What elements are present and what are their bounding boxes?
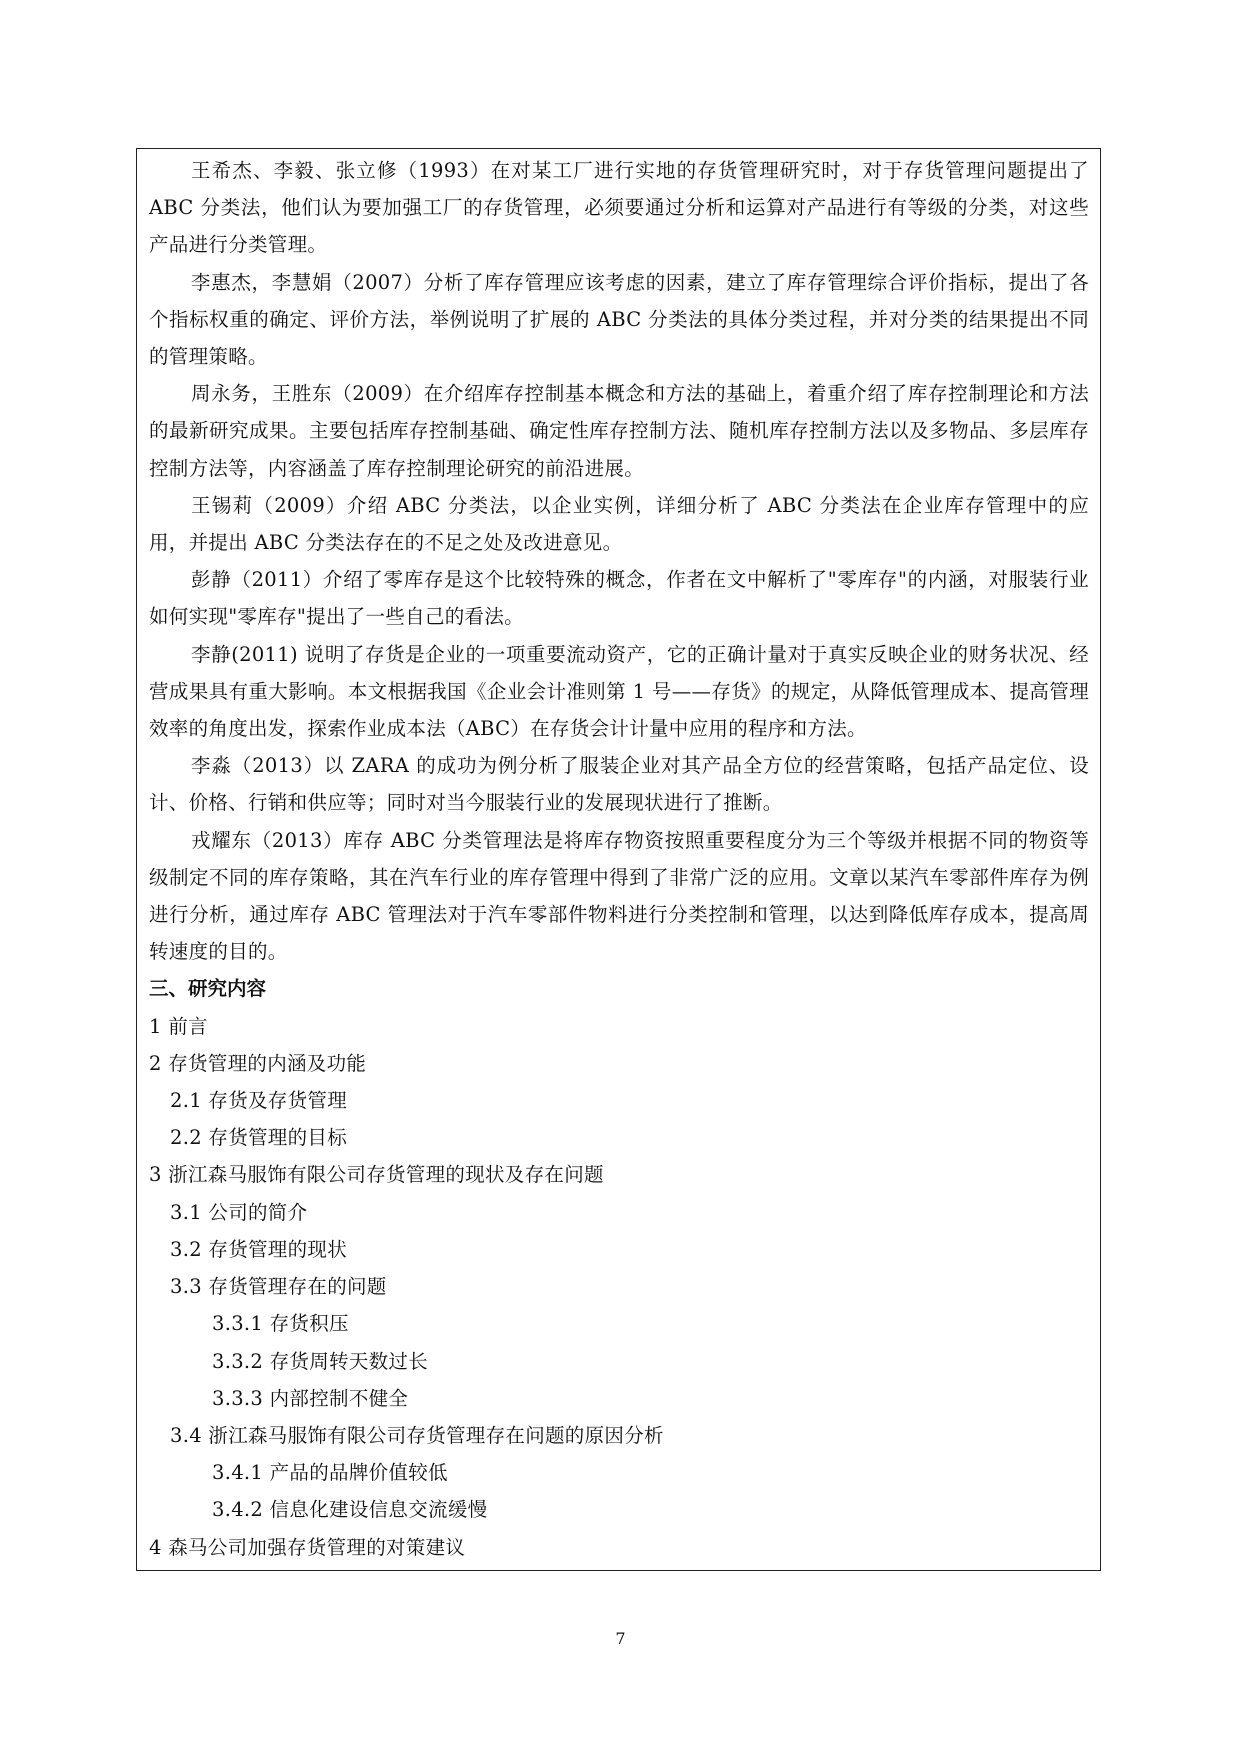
outline-item: 3.2 存货管理的现状 bbox=[170, 1237, 348, 1261]
paragraph: 周永务，王胜东（2009）在介绍库存控制基本概念和方法的基础上，着重介绍了库存控制理论和方法的最新研究成果。主要包括库存控制基础、确定性库存控制方法、随机库存控制方法以及多物品、多层库存控制方法等，内容涵盖了库存控制理论研究的前沿进展。 bbox=[149, 382, 1089, 480]
outline-item: 3.3.2 存货周转天数过长 bbox=[212, 1349, 429, 1373]
outline-item: 3.3.3 内部控制不健全 bbox=[212, 1386, 409, 1410]
paragraph: 李惠杰，李慧娟（2007）分析了库存管理应该考虑的因素，建立了库存管理综合评价指标，提出了各个指标权重的确定、评价方法，举例说明了扩展的 ABC 分类法的具体分类过程，并对分类的结果提出不同的管理策略。 bbox=[149, 270, 1089, 369]
outline-item: 3.4.2 信息化建设信息交流缓慢 bbox=[212, 1498, 488, 1522]
paragraph: 彭静（2011）介绍了零库存是这个比较特殊的概念，作者在文中解析了"零库存"的内涵，对服装行业如何实现"零库存"提出了一些自己的看法。 bbox=[149, 568, 1089, 629]
outline-item: 3.3 存货管理存在的问题 bbox=[170, 1275, 387, 1299]
outline-item: 2.2 存货管理的目标 bbox=[170, 1126, 348, 1150]
page-number: 7 bbox=[615, 1629, 626, 1648]
outline-item: 4 森马公司加强存货管理的对策建议 bbox=[149, 1535, 466, 1559]
outline-item: 3.4.1 产品的品牌价值较低 bbox=[212, 1461, 448, 1485]
paragraph: 李淼（2013）以 ZARA 的成功为例分析了服装企业对其产品全方位的经营策略，包括产品定位、设计、价格、行销和供应等；同时对当今服装行业的发展现状进行了推断。 bbox=[149, 754, 1089, 815]
paragraph: 王锡莉（2009）介绍 ABC 分类法，以企业实例，详细分析了 ABC 分类法在企业库存管理中的应用，并提出 ABC 分类法存在的不足之处及改进意见。 bbox=[149, 493, 1089, 555]
paragraph: 王希杰、李毅、张立修（1993）在对某工厂进行实地的存货管理研究时，对于存货管理问题提出了 ABC 分类法，他们认为要加强工厂的存货管理，必须要通过分析和运算对产品进行有等级的分类，对这些产品进行分类管理。 bbox=[149, 159, 1089, 257]
outline-item: 3.4 浙江森马服饰有限公司存货管理存在问题的原因分析 bbox=[170, 1423, 664, 1447]
outline-list bbox=[149, 1008, 1089, 1566]
outline-item: 1 前言 bbox=[149, 1014, 208, 1038]
document-body bbox=[149, 152, 1089, 1566]
paragraph: 戎耀东（2013）库存 ABC 分类管理法是将库存物资按照重要程度分为三个等级并根据不同的物资等级制定不同的库存策略，其在汽车行业的库存管理中得到了非常广泛的应用。文章以某汽车零部件库存为例进行分析，通过库存 ABC 管理法对于汽车零部件物料进行分类控制和管理，以达到降低库存成本，提高周转速度的目的。 bbox=[149, 828, 1089, 964]
outline-item: 2 存货管理的内涵及功能 bbox=[149, 1051, 367, 1075]
outline-item: 3.3.1 存货积压 bbox=[212, 1312, 349, 1336]
section-heading: 三、研究内容 bbox=[149, 977, 267, 1001]
outline-item: 3.1 公司的简介 bbox=[170, 1200, 308, 1224]
outline-item: 2.1 存货及存货管理 bbox=[170, 1089, 348, 1113]
paragraph: 李静(2011) 说明了存货是企业的一项重要流动资产，它的正确计量对于真实反映企业的财务状况、经营成果具有重大影响。本文根据我国《企业会计准则第 1 号——存货》的规定，从降低管理成本、提高管理效率的角度出发，探索作业成本法（ABC）在存货会计计量中应用的程序和方法。 bbox=[149, 642, 1089, 741]
outline-item: 3 浙江森马服饰有限公司存货管理的现状及存在问题 bbox=[149, 1163, 604, 1187]
